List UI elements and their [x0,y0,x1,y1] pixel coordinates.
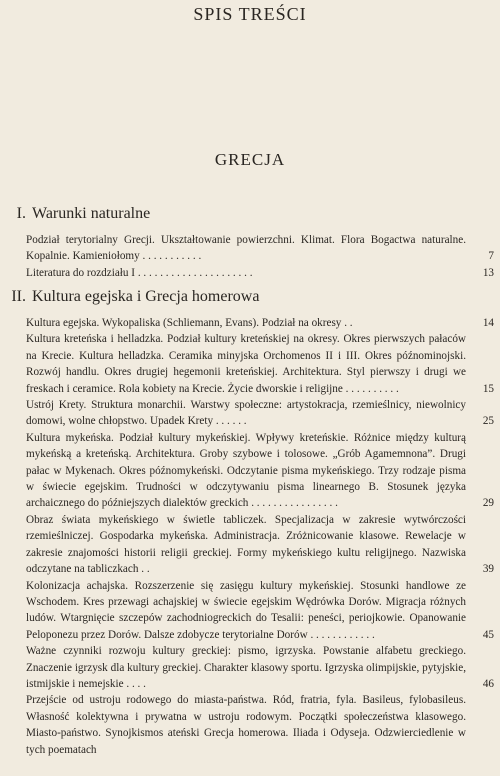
entry-text: Literatura do rozdziału I . . . . . . . . . . . . . . . . . . . . . [26,266,253,279]
chapter-number: II. [11,288,26,305]
entry-text: Kultura mykeńska. Podział kultury mykeńskiej. Wpływy kreteńskie. Różnice między kulturą mykeńską a kreteńską. Architektura. Groby szybowe i tolosowe. „Grób Agamemnona”. Drugi pałac w Mykenach. Okres późnomykeński. Odczytanie pisma mykeńskiego. Trzy rodzaje pisma w świecie egejskim. Trudności w odczytywaniu pisma linearnego B. Stosunek języka archaicznego do późniejszych dialektów greckich . . . . . . . . . . . . . . . . [26,431,466,510]
chapter-entries [6,226,494,281]
entry-text: Ustrój Krety. Struktura monarchii. Warstwy społeczne: artystokracja, rzemieślnicy, niewolnicy domowi, wolne chłopstwo. Upadek Krety . . . . . . [26,399,466,428]
entry-text: Obraz świata mykeńskiego w świetle tabliczek. Specjalizacja w zakresie wytwórczości rzemieślniczej. Gospodarka mykeńska. Administracja. Zróżnicowanie klasowe. Rewelacje w zakresie znajomości historii religii greckiej. Formy mykeńskiego kultu religijnego. Nazwiska odczytane na tabliczkach . . [26,513,466,576]
chapter-entries [6,309,494,758]
toc-entry [26,331,494,397]
entry-page-number: 13 [482,266,494,279]
entry-text: Kolonizacja achajska. Rozszerzenie się zasięgu kultury mykeńskiej. Stosunki handlowe ze Wschodem. Kres przewagi achajskiej w świecie egejskim Wędrówka Dorów. Migracja różnych ludów. Wtargnięcie szczepów zachodniogreckich do Tesalii: peneści, periojkowie. Opanowanie Peloponezu przez Dorów. Dalsze zdobycze terytorialne Dorów . . . . . . . . . . . . [26,579,466,641]
toc-entry [26,643,494,692]
chapter-1 [6,204,494,281]
toc-entry [26,578,494,644]
page-title: SPIS TREŚCI [193,4,307,24]
toc-entry [26,430,494,512]
entry-text: Kultura egejska. Wykopaliska (Schliemann, Evans). Podział na okresy . . [26,317,353,329]
toc-entry [26,265,494,281]
entry-page-number: 15 [482,382,494,395]
entry-page-number: 29 [482,497,494,510]
entry-page-number: 14 [482,317,494,329]
entry-page-number: 39 [482,563,494,576]
toc-entry [26,315,494,331]
toc-entry [26,397,494,430]
chapter-2 [6,287,494,758]
entry-page-number: 7 [488,250,494,263]
toc-entry [26,692,494,758]
part-title: GRECJA [214,150,286,169]
chapter-number: I. [16,205,26,222]
entry-text: Podział terytorialny Grecji. Ukształtowanie powierzchni. Klimat. Flora Bogactwa naturalne. Kopalnie. Kamieniołomy . . . . . . . . . . . [26,234,466,263]
chapter-title: Warunki naturalne [32,205,151,222]
entry-page-number: 25 [482,415,494,428]
entry-text: Kultura kreteńska i helladzka. Podział kultury kreteńskiej na okresy. Okres pierwszych pałaców na Krecie. Kultura helladzka. Ceramika minyjska Orchomenos II i III. Okres późnominojski. Rozwój handlu. Okres drugiej hegemonii kreteńskiej. Architektura. Styl pierwszy i drugi we freskach i ceramice. Rola kobiety na Krecie. Życie dworskie i religijne . . . . . . . . . . [26,333,466,395]
chapter-title: Kultura egejska i Grecja homerowa [32,288,260,305]
entry-page-number: 46 [482,677,494,690]
entry-text: Przejście od ustroju rodowego do miasta-państwa. Ród, fratria, fyla. Basileus, fylobasileus. Własność kolektywna i prywatna w ustroju rodowym. Początki społeczeństwa klasowego. Miasto-państwo. Synojkismos ateński Grecja homerowa. Iliada i Odyseja. Odzwierciedlenie w tych poematach [26,694,466,756]
chapter-heading [6,204,494,226]
entry-page-number: 45 [482,628,494,641]
entry-text: Ważne czynniki rozwoju kultury greckiej: pismo, igrzyska. Powstanie alfabetu greckiego. Znaczenie igrzysk dla kultury greckiej. Charakter klasowy sportu. Igrzyska olimpijskie, pytyjskie, istmijskie i nemejskie . . . . [26,645,466,690]
chapter-heading [6,287,494,309]
toc-entry [26,232,494,265]
toc-entry [26,512,494,578]
